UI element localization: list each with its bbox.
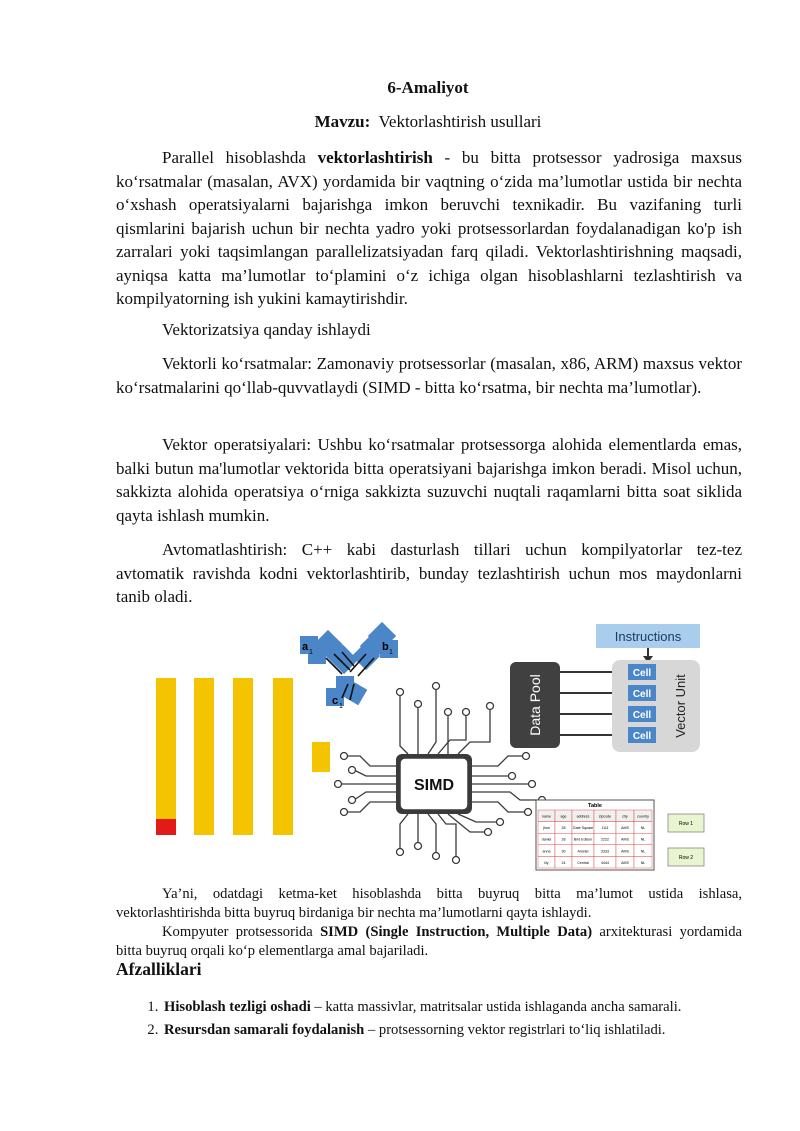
- table-cell-text: anna: [542, 849, 551, 854]
- summary2-text-start: Kompyuter protsessorida: [162, 924, 321, 940]
- table-cell-text: 4444: [601, 860, 609, 865]
- table-cell-text: address: [576, 814, 590, 819]
- advantage-1-title: Hisoblash tezligi oshadi: [164, 999, 311, 1015]
- table-cell-text: zipcode: [598, 814, 612, 819]
- summary-paragraph-2: [116, 923, 742, 961]
- advantages-list: [116, 996, 788, 1042]
- label-c: c: [332, 695, 339, 707]
- label-a-sub: 1: [309, 649, 313, 656]
- table-cell-text: AMS: [621, 826, 629, 831]
- table-cell-text: Bird Edison: [573, 837, 593, 842]
- table-cell-text: name: [542, 814, 551, 819]
- topic-label: Mavzu:: [314, 112, 371, 131]
- vector-unit-label: Vector Unit: [673, 674, 688, 738]
- intro-text-rest: - bu bitta protsessor yadrosiga maxsus ko‘rsatmalar (masalan, AVX) yordamida bir vaqtning o‘zida ma’lumotlar ustida bir nechta o‘xshash operatsiyalarni bajarishga imkon beruvchi texnikadir. Bu vazifaning turli qismlarini bajarish uchun bir nechta yadro yoki protsessorlardan foydalanadigan ko'p ish zarralari yoki taqsimlangan parallelizatsiyadan farq qiladi. Vektorlashtirishning maqsadi, ayniqsa katta ma’lumotlar to‘plamini o‘z ichiga olgan hisoblashlarni tezlashtirish va kompilyatorning ish yukini kamaytirishdir.: [116, 148, 742, 308]
- table-cell-text: 24: [561, 860, 566, 865]
- table-cell-text: 30: [561, 849, 566, 854]
- intro-paragraph: [116, 146, 742, 311]
- table-cell-text: 28: [561, 826, 566, 831]
- page-title: 6-Amaliyot: [387, 78, 469, 97]
- automation-paragraph: Avtomatlashtirish: C++ kabi dasturlash tillari uchun kompilyatorlar tez-tez avtomatik ravishda kodni vektorlashtirib, bunday tezlashtirish uchun mos maydonlarni tanib oladi.: [116, 540, 742, 606]
- simd-label: SIMD: [414, 777, 454, 794]
- table-cell-text: Gate Square: [572, 826, 594, 831]
- table-cell-text: AMS: [621, 837, 629, 842]
- topic-line: [0, 112, 800, 132]
- summary2-text-rest: arxitekturasi yordamida bitta buyruq orqali ko‘p elementlarga amal bajariladi.: [116, 924, 742, 959]
- table-cell-text: country: [637, 814, 649, 819]
- how-heading: Vektorizatsiya qanday ishlaydi: [162, 320, 371, 339]
- table-cell-text: NL: [640, 837, 646, 842]
- bar-1: [156, 678, 176, 835]
- cell-2-label: Cell: [632, 689, 652, 700]
- bar-3: [233, 678, 253, 835]
- advantage-2-text: – protsessorning vektor registrlari to‘liq ishlatiladi.: [364, 1022, 666, 1038]
- table-cell-text: city: [622, 814, 628, 819]
- table-cell-text: lily: [544, 860, 549, 865]
- advantage-item: [162, 1019, 788, 1042]
- advantages-heading: Afzalliklari: [116, 959, 202, 979]
- vector-operations-paragraph: Vektor operatsiyalari: Ushbu ko‘rsatmalar protsessorga alohida elementlarda emas, balki butun ma'lumotlar vektorida bitta operatsiyani bajarishga imkon beradi. Misol uchun, sakkizta alohida operatsiya o‘rniga sakkizta suzuvchi nuqtali raqamlarni bitta soat siklida qayta ishlash mumkin.: [116, 435, 742, 525]
- data-pool-label: Data Pool: [527, 674, 543, 736]
- label-c-sub: 1: [339, 703, 343, 710]
- table-cell-text: Central: [577, 860, 589, 865]
- table-cell-text: 2222: [601, 837, 609, 842]
- bar-1-red: [156, 819, 176, 835]
- summary2-bold: SIMD (Single Instruction, Multiple Data): [320, 924, 593, 940]
- table-cell-text: NL: [640, 826, 646, 831]
- table-cell-text: 1111: [601, 826, 609, 831]
- table-cell-text: daniel: [541, 837, 552, 842]
- table-cell-text: NL: [640, 849, 646, 854]
- table-cell-text: jhon: [543, 826, 550, 831]
- table-graphic: [536, 800, 654, 870]
- vector-instructions-paragraph: Vektorli ko‘rsatmalar: Zamonaviy protsessorlar (masalan, x86, ARM) maxsus vektor ko‘rsatmalarini qo‘llab-quvvatlaydi (SIMD - bitta ko‘rsatma, bir nechta ma’lumotlar).: [116, 354, 742, 397]
- table-cell-text: Amstel: [577, 849, 589, 854]
- advantage-2-title: Resursdan samarali foydalanish: [164, 1022, 365, 1038]
- cell-4-label: Cell: [632, 731, 652, 742]
- table-cell-text: NL: [640, 860, 646, 865]
- simd-chip: [396, 754, 472, 814]
- instructions-label: Instructions: [614, 629, 682, 644]
- bar-4: [273, 678, 293, 835]
- simd-figure: [150, 618, 720, 880]
- topic-text: Vektorlashtirish usullari: [378, 112, 542, 131]
- advantage-1-text: – katta massivlar, matritsalar ustida ishlaganda ancha samarali.: [310, 999, 682, 1015]
- side-box-1-label: Row 1: [678, 821, 694, 827]
- table-cell-text: 28: [561, 837, 566, 842]
- cell-1-label: Cell: [632, 668, 652, 679]
- bar-2: [194, 678, 214, 835]
- label-a: a: [302, 641, 309, 653]
- intro-text-start: Parallel hisoblashda: [162, 148, 318, 167]
- label-b: b: [382, 641, 389, 653]
- intro-bold-term: vektorlashtirish: [317, 148, 433, 167]
- table-cell-text: AMS: [621, 860, 629, 865]
- table-cell-text: 3333: [601, 849, 609, 854]
- table-cell-text: AMS: [621, 849, 629, 854]
- side-box-2-label: Row 2: [678, 855, 694, 861]
- summary-paragraph-1: Ya’ni, odatdagi ketma-ket hisoblashda bitta buyruq bitta ma’lumot ustida ishlasa, vektorlashtirishda bitta buyruq birdaniga bir nechta ma’lumotlarni qayta ishlaydi.: [116, 886, 742, 921]
- bar-5: [312, 742, 330, 772]
- advantage-item: [162, 996, 788, 1019]
- label-b-sub: 1: [389, 649, 393, 656]
- table-cell-text: age: [560, 814, 567, 819]
- table-title: Table: [588, 803, 602, 809]
- cell-3-label: Cell: [632, 710, 652, 721]
